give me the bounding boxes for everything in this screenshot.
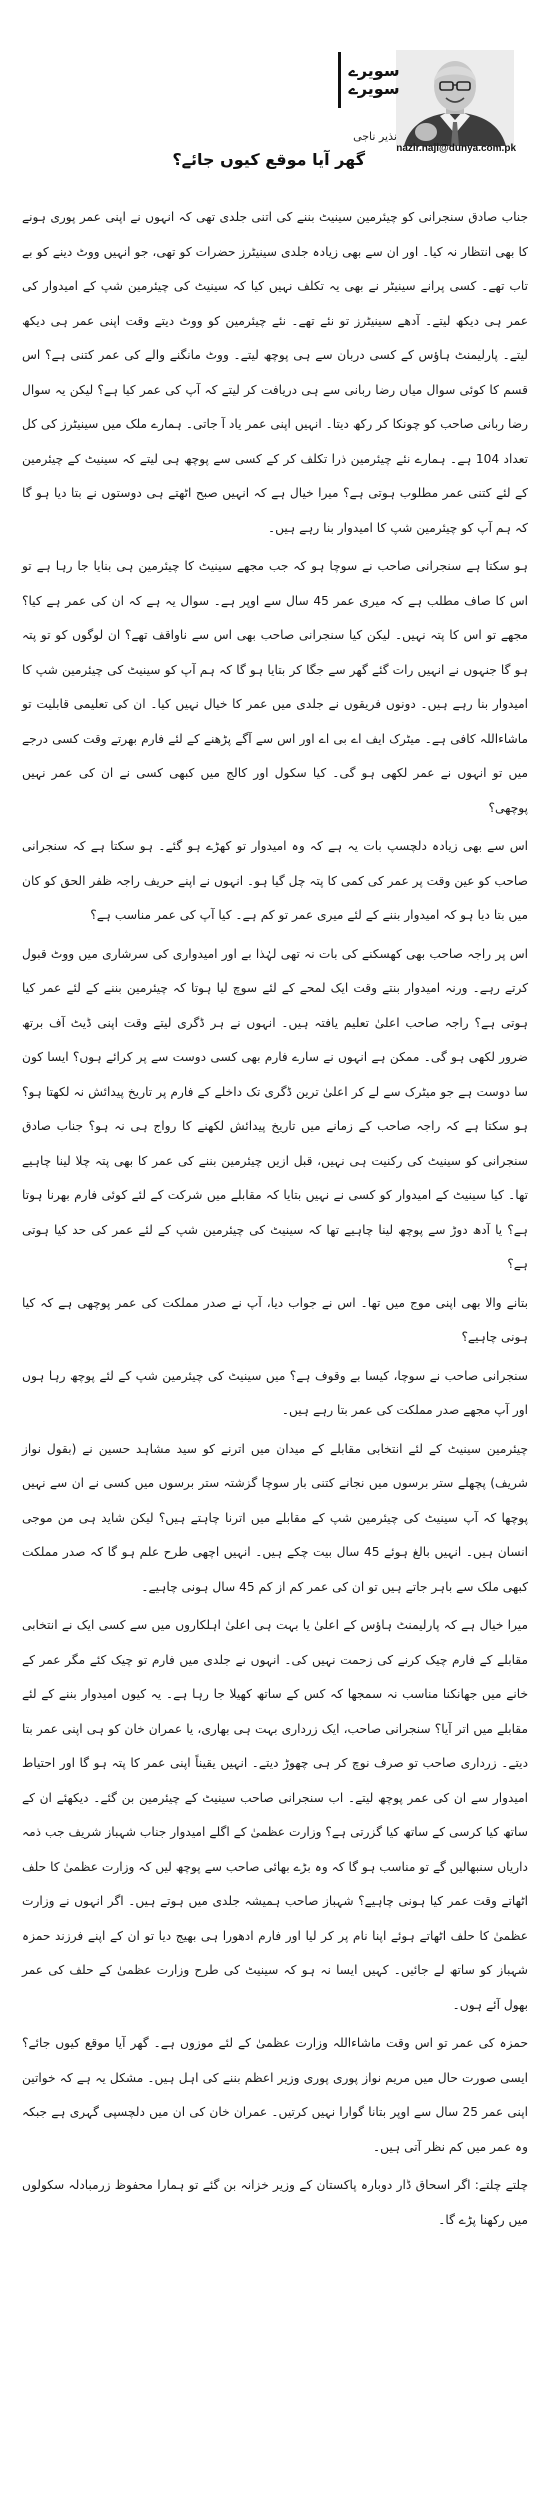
article-headline: گھر آیا موقع کیوں جائے؟ <box>172 150 365 169</box>
column-logo-line-2: سویرے <box>348 79 400 98</box>
article-paragraph-1: جناب صادق سنجرانی کو چیئرمین سینیٹ بننے کی اتنی جلدی تھی کہ انہوں نے اپنی عمر پوری ہونے کا بھی انتظار نہ کیا۔ اور ان سے بھی زیادہ جلدی سینیٹرز حضرات کو تھی، جو انہیں ووٹ دینے کو بے تاب تھے۔ کسی پرانے سینیٹر نے بھی یہ تکلف نہیں کیا کہ سینیٹ کی چیئرمین شپ کے امیدوار کی عمر ہی دیکھ لیتے۔ آدھے سینیٹرز تو نئے تھے۔ نئے چیئرمین کو ووٹ دیتے وقت اپنی عمر ہی دیکھ لیتے۔ پارلیمنٹ ہاؤس کے کسی دربان سے ہی پوچھ لیتے۔ ووٹ مانگنے والے کی عمر کتنی ہے؟ اس قسم کا کوئی سوال میاں رضا ربانی سے ہی دریافت کر لیتے کہ آپ کی عمر کیا ہے؟ لیکن یہ سوال رضا ربانی صاحب کو چونکا کر رکھ دیتا۔ انہیں اپنی عمر یاد آ جاتی۔ ہمارے ملک میں سینیٹرز کی کل تعداد 104 ہے۔ ہمارے نئے چیئرمین ذرا تکلف کر کے کسی سے پوچھ ہی لیتے کہ سینیٹ کے چیئرمین کے لئے کتنی عمر مطلوب ہوتی ہے؟ میرا خیال ہے کہ انہیں صبح اٹھتے ہی دوستوں نے بتا دیا ہو گا کہ ہم آپ کو چیئرمین شپ کا امیدوار بنا رہے ہیں۔ <box>22 210 529 535</box>
article-paragraph-9: حمزہ کی عمر تو اس وقت ماشاءاللہ وزارت عظمیٰ کے لئے موزوں ہے۔ گھر آیا موقع کیوں جائے؟ ایسی صورت حال میں مریم نواز پوری پوری وزیر اعظم بننے کی اہل ہیں۔ مشکل یہ ہے کہ خواتین اپنی عمر 25 سال سے اوپر بتانا گوارا نہیں کرتیں۔ عمران خان کی ان میں دلچسپی گہری ہے جبکہ وہ عمر میں کم نظر آتی ہیں۔ <box>22 2036 528 2154</box>
article-paragraph-8: میرا خیال ہے کہ پارلیمنٹ ہاؤس کے اعلیٰ یا بہت ہی اعلیٰ اہلکاروں میں سے کسی ایک نے انتخابی مقابلے کے فارم چیک کرنے کی زحمت نہیں کی۔ انہوں نے جلدی میں فارم تو چیک کئے مگر عمر کے خانے میں جھانکنا مناسب نہ سمجھا کہ کس کے ساتھ کھیلا جا رہا ہے۔ یہ کیوں امیدوار بننے کے لئے مقابلے میں اتر آیا؟ سنجرانی صاحب، ایک زرداری بہت ہی بھاری، یا عمران خان کو ہی اپنی عمر بتا دیتے۔ زرداری صاحب تو صرف نوچ کر ہی چھوڑ دیتے۔ انہیں یقیناً اپنی عمر کا پتہ ہو گا اور احتیاط امیدوار سے ان کی عمر پوچھ لیتے۔ اب سنجرانی صاحب سینیٹ کے چیئرمین بن گئے۔ دیکھئے ان کے ساتھ کیا کرسی کے ساتھ کیا گزرتی ہے؟ وزارت عظمیٰ کے اگلے امیدوار جناب شہباز شریف جب ذمہ داریاں سنبھالیں گے تو مناسب ہو گا کہ وہ بڑے بھائی صاحب سے پوچھ لیں کہ وزارت عظمیٰ کا حلف اٹھاتے وقت عمر کیا ہونی چاہیے؟ شہباز صاحب ہمیشہ جلدی میں ہوتے ہیں۔ اگر انہوں نے وزارت عظمیٰ کا حلف اٹھاتے ہوئے اپنا نام پر کر لیا اور فارم ادھورا ہی بھیج دیا تو ان کے اپنے فرزند حمزہ شہباز کو ساتھ لے جائیں۔ کہیں ایسا نہ ہو کہ سینیٹ کی طرح وزارت عظمیٰ کے حلف کی عمر بھول آئے ہوں۔ <box>22 1618 528 2012</box>
article-paragraph-7: چیئرمین سینیٹ کے لئے انتخابی مقابلے کے میدان میں اترنے کو سید مشاہد حسین نے (بقول نواز شریف) پچھلے ستر برسوں میں نجانے کتنی بار سوچا گزشتہ ستر برسوں میں کسی نے ان سے نہیں پوچھا کہ آپ سینیٹ کی چیئرمین شپ کے مقابلے میں اترنا چاہتے ہیں؟ لیکن شاید ہی من موجی انسان ہیں۔ انہیں بالغ ہوئے 45 سال بیت چکے ہیں۔ انہیں اچھی طرح علم ہو گا کہ صدر مملکت کبھی ملک سے باہر جاتے ہیں تو ان کی عمر کم از کم 45 سال ہونی چاہیے۔ <box>22 1441 529 1594</box>
article-paragraph-10: چلتے چلتے: اگر اسحاق ڈار دوبارہ پاکستان کے وزیر خزانہ بن گئے تو ہمارا محفوظ زرمبادلہ سکولوں میں رکھنا پڑے گا۔ <box>22 2178 528 2227</box>
portrait-icon <box>396 50 514 146</box>
article-paragraph-3: اس سے بھی زیادہ دلچسپ بات یہ ہے کہ وہ امیدوار تو کھڑے ہو گئے۔ ہو سکتا ہے کہ سنجرانی صاحب کو عین وقت پر عمر کی کمی کا پتہ چل گیا ہو۔ انہوں نے اپنے حریف راجہ ظفر الحق کو کان میں بتا دیا ہو کہ امیدوار بننے کے لئے میری عمر تو کم ہے۔ کیا آپ کی عمر مناسب ہے؟ <box>22 839 528 922</box>
article-paragraph-6: سنجرانی صاحب نے سوچا، کیسا بے وقوف ہے؟ میں سینیٹ کی چیئرمین شپ کے لئے پوچھ رہا ہوں اور آپ مجھے صدر مملکت کی عمر بتا رہے ہیں۔ <box>22 1368 528 1417</box>
article-body <box>22 200 528 2241</box>
article-paragraph-5: بتانے والا بھی اپنی موج میں تھا۔ اس نے جواب دیا، آپ نے صدر مملکت کی عمر پوچھی ہے کہ کیا ہونی چاہیے؟ <box>22 1295 528 1344</box>
author-name: نذیر ناجی <box>353 130 397 143</box>
article-paragraph-2: ہو سکتا ہے سنجرانی صاحب نے سوچا ہو کہ جب مجھے سینیٹ کا چیئرمین ہی بنایا جا رہا ہے تو اس کا صاف مطلب ہے کہ میری عمر 45 سال سے اوپر ہے۔ سوال یہ ہے کہ ان کی عمر ہے کیا؟ مجھے تو اس کا پتہ نہیں۔ لیکن کیا سنجرانی صاحب بھی اس سے ناواقف تھے؟ ان لوگوں کو تو پتہ ہو گا جنہوں نے انہیں رات گئے گھر سے جگا کر بتایا ہو گا کہ ہم آپ کو سینیٹ کی چیئرمین شپ کا امیدوار بنا رہے ہیں۔ دونوں فریقوں نے جلدی میں عمر کا خیال نہیں کیا۔ ان کی تعلیمی قابلیت تو ماشاءاللہ کافی ہے۔ میٹرک ایف اے بی اے اور اس سے آگے پڑھنے کے لئے فارم بھرتے وقت کسی درجے میں تو انہوں نے عمر لکھی ہو گی۔ کیا سکول اور کالج میں کبھی کسی نے ان کی عمر نہیں پوچھی؟ <box>22 559 528 815</box>
column-logo-line-1: سویرے <box>348 61 400 80</box>
column-masthead <box>0 0 550 169</box>
columnist-photo <box>396 50 514 146</box>
columnist-email: nazir.naji@dunya.com.pk <box>396 143 516 154</box>
column-logo <box>338 52 407 108</box>
article-paragraph-4: اس پر راجہ صاحب بھی کھسکنے کی بات نہ تھی لہٰذا بے اور امیدواری کی سرشاری میں ووٹ قبول کرتے رہے۔ ورنہ امیدوار بنتے وقت ایک لمحے کے لئے سوچ لیا ہوتا کہ چیئرمین بننے کے لئے عمر کیا ہوتی ہے؟ راجہ صاحب اعلیٰ تعلیم یافتہ ہیں۔ انہوں نے ہر ڈگری لیتے وقت اپنی ڈیٹ آف برتھ ضرور لکھی ہو گی۔ ممکن ہے انہوں نے سارے فارم بھی کسی دوست سے پر کرائے ہوں؟ ایسا کون سا دوست ہے جو میٹرک سے لے کر اعلیٰ ترین ڈگری تک داخلے کے فارم پر تاریخ پیدائش نہ لکھتا ہو؟ ہو سکتا ہے کہ راجہ صاحب کے زمانے میں تاریخ پیدائش لکھنے کا رواج ہی نہ ہو؟ جناب صادق سنجرانی کو سینیٹ کی رکنیت ہی نہیں، قبل ازیں چیئرمین بننے کی عمر کا بھی پتہ چلا لینا چاہیے تھا۔ کیا سینیٹ کے امیدوار کو کسی نے نہیں بتایا کہ مقابلے میں شرکت کے لئے کوئی فارم بھرنا ہوتا ہے؟ یا آدھ دوڑ سے پوچھ لینا چاہیے تھا کہ سینیٹ کی چیئرمین شپ کے لئے عمر کی حد کیا ہوتی ہے؟ <box>22 946 528 1271</box>
